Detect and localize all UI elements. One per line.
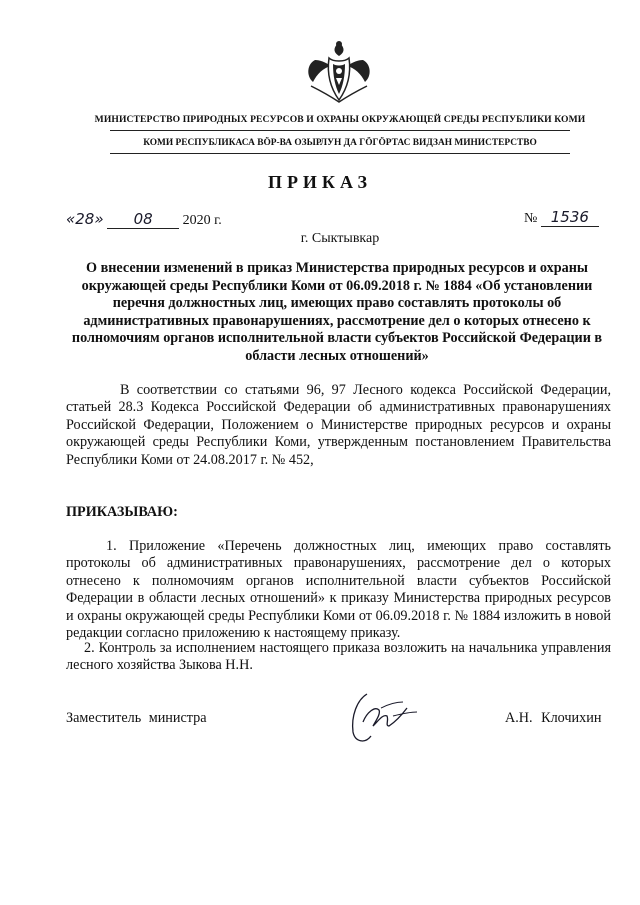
signatory-name: А.Н. Клочихин	[505, 710, 602, 726]
number-value: 1536	[550, 208, 589, 226]
order-word: ПРИКАЗЫВАЮ:	[66, 504, 178, 520]
date-month: 08	[133, 210, 153, 228]
document-title: ПРИКАЗ	[267, 172, 373, 192]
document-city: г. Сыктывкар	[300, 231, 380, 246]
ministry-name-komi: КОМИ РЕСПУБЛИКАСА ВӦР-ВА ОЗЫРЛУН ДА ГӦГӦРТАС ВИДЗАН МИНИСТЕРСТВО	[143, 138, 537, 148]
header-divider	[110, 130, 570, 131]
date-day: 28	[75, 210, 95, 228]
document-number	[524, 210, 599, 227]
date-year: 2020 г.	[182, 213, 222, 228]
coat-of-arms-emblem	[303, 38, 375, 104]
signatory-position: Заместитель министра	[66, 710, 207, 726]
basis-paragraph: В соответствии со статьями 96, 97 Лесного кодекса Российской Федерации, статьей 28.3 Кодекса Российской Федерации об административных правонарушениях Российской Федерации, Положением о Министерстве природных ресурсов и охраны окружающей среды Республики Коми, утвержденным постановлением Правительства Республики Коми от 24.08.2017 г. № 452,	[66, 382, 611, 468]
document-heading: О внесении изменений в приказ Министерства природных ресурсов и охраны окружающей среды Республики Коми от 06.09.2018 г. № 1884 «Об установлении перечня должностных лиц, имеющих право составлять протоколы об административных правонарушениях, рассмотрение дел о которых отнесено к полномочиям органов исполнительной власти субъектов Российской Федерации в области лесных отношений»	[71, 260, 603, 364]
number-prefix: №	[524, 211, 538, 226]
handwritten-signature	[345, 686, 425, 748]
date-close-quote: »	[94, 210, 104, 228]
header-divider-bottom	[110, 153, 570, 154]
order-item-1: 1. Приложение «Перечень должностных лиц, имеющих право составлять протоколы об административных правонарушениях, рассмотрение дел о которых отнесено к полномочиям органов исполнительной власти субъектов Российской Федерации в области лесных отношений» к приказу Министерства природных ресурсов и охраны окружающей среды Республики Коми от 06.09.2018 г. № 1884 изложить в новой редакции согласно приложению к настоящему приказу.	[66, 538, 611, 642]
ministry-name-russian: МИНИСТЕРСТВО ПРИРОДНЫХ РЕСУРСОВ И ОХРАНЫ ОКРУЖАЮЩЕЙ СРЕДЫ РЕСПУБЛИКИ КОМИ	[94, 114, 586, 125]
date-open-quote: «	[66, 210, 76, 228]
number-blank	[541, 210, 599, 227]
order-item-2: 2. Контроль за исполнением настоящего приказа возложить на начальника управления лесного хозяйства Зыкова Н.Н.	[66, 640, 611, 674]
document-date	[66, 210, 222, 229]
date-month-blank	[107, 212, 179, 229]
